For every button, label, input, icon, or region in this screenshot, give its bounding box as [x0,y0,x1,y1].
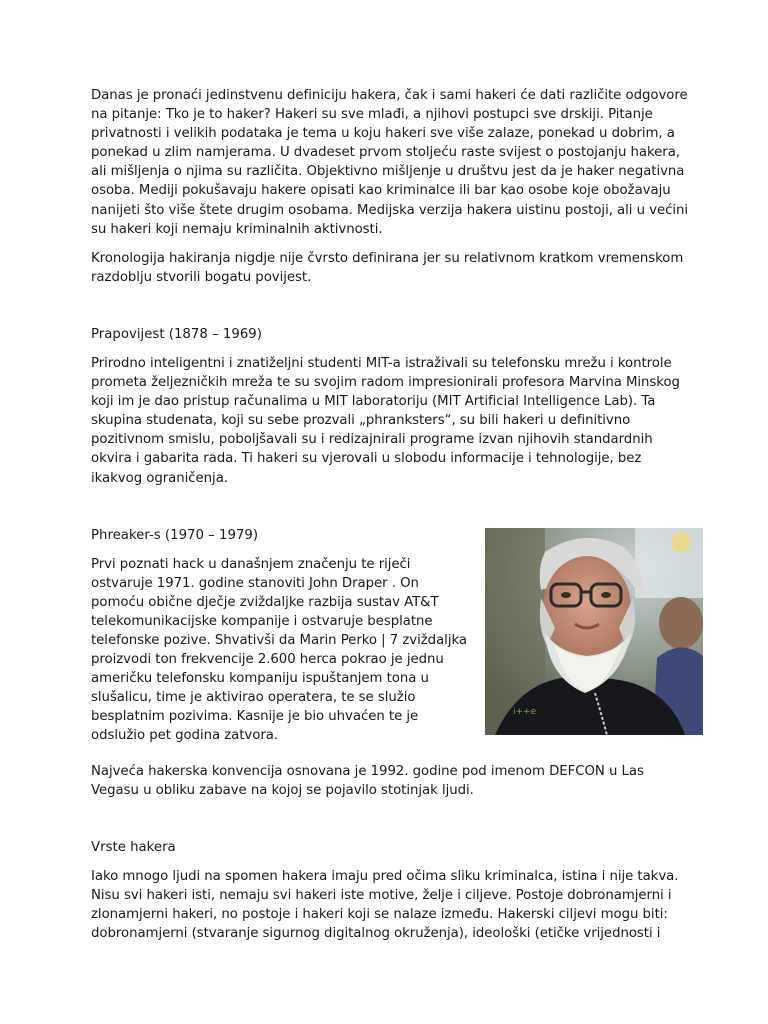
document-page [91,86,691,953]
section-heading-phreakers: Phreaker-s (1970 – 1979) [91,527,259,543]
phreakers-text-column [91,526,471,746]
phreakers-paragraph: Prvi poznati hack u današnjem značenju te riječi ostvaruje 1971. godine stanoviti John Draper . On pomoću obične dječje zviždaljke razbija sustav AT&T telekomunikacijske kompanije i ostvaruje besplatne telefonske pozive. Shvativši da Marin Perko | 7 zviždaljka proizvodi ton frekvencije 2.600 herca pokrao je jednu američku telefonsku kompaniju ispuštanjem tona u slušalicu, time je aktivirao operatera, te se služio besplatnim pozivima. Kasnije je bio uhvaćen te je odslužio pet godina zatvora. [91,556,467,744]
defcon-paragraph: Najveća hakerska konvencija osnovana je 1992. godine pod imenom DEFCON u Las Vegasu u obliku zabave na kojoj se pojavilo stotinjak ljudi. [91,763,644,798]
spacer [91,297,691,325]
intro-paragraph-1: Danas je pronaći jedinstvenu definiciju hakera, čak i sami hakeri će dati različite odgovore na pitanje: Tko je to haker? Hakeri su sve mlađi, a njihovi postupci sve drskiji. Pitanje privatnosti i velikih podataka je tema u koju hakeri sve više zalaze, ponekad u dobrim, a ponekad u zlim namjerama. U dvadeset prvom stoljeću raste svijest o postojanju hakera, ali mišljenja o njima su različita. Objektivno mišljenje u društvu jest da je haker negativna osoba. Mediji pokušavaju hakere opisati kao kriminalce ili bar kao osobe koje obožavaju nanijeti što više štete drugim osobama. Medijska verzija hakera uistinu postoji, ali u većini su hakeri koji nemaju kriminalnih aktivnosti. [91,88,689,237]
spacer [91,498,691,526]
section-heading-prehistory: Prapovijest (1878 – 1969) [91,326,262,342]
intro-paragraph-2: Kronologija hakiranja nigdje nije čvrsto definirana jer su relativnom kratkom vremenskom razdoblju stvorili bogatu povijest. [91,250,684,285]
section-heading-types: Vrste hakera [91,839,176,855]
portrait-photo [485,528,703,735]
svg-text:i++e: i++e [513,706,537,717]
phreakers-section [91,526,691,744]
portrait-photo-illustration [485,528,703,735]
spacer [91,810,691,838]
types-paragraph: Iako mnogo ljudi na spomen hakera imaju pred očima sliku kriminalca, istina i nije takva. Nisu svi hakeri isti, nemaju svi hakeri iste motive, želje i ciljeve. Postoje dobronamjerni i zlonamjerni hakeri, no postoje i hakeri koji se nalaze između. Hakerski ciljevi mogu biti: dobronamjerni (stvaranje sigurnog digitalnog okruženja), ideološki (etičke vrijednosti i [91,868,679,942]
prehistory-paragraph: Prirodno inteligentni i znatiželjni studenti MIT-a istraživali su telefonsku mrežu i kontrole prometa željezničkih mreža te su svojim radom impresionirali profesora Marvina Minskog koji im je dao pristup računalima u MIT laboratoriju (MIT Artificial Intelligence Lab). Ta skupina studenata, koji su sebe prozvali „phranksters“, su bili hakeri u definitivno pozitivnom smislu, poboljšavali su i redizajnirali programe izvan njihovih standardnih okvira i gabarita rada. Ti hakeri su vjerovali u slobodu informacije i tehnologije, bez ikakvog ograničenja. [91,355,680,486]
